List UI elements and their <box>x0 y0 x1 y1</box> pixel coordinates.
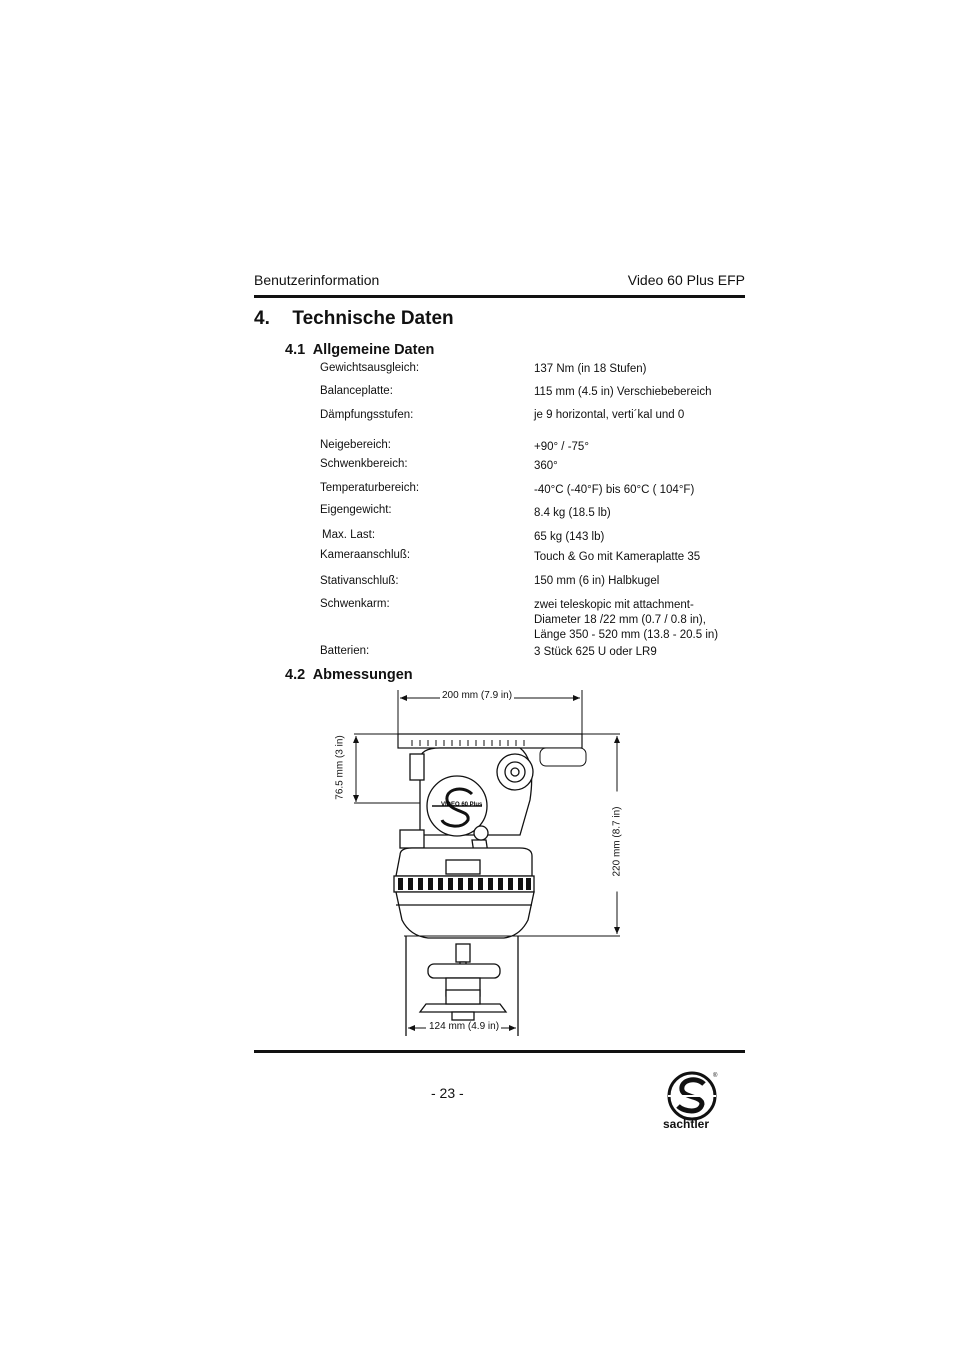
section-title-text: Technische Daten <box>292 308 454 329</box>
spec-label: Kameraanschluß: <box>320 549 411 561</box>
footer-rule <box>254 1050 745 1053</box>
spec-label: Max. Last: <box>322 529 376 541</box>
page-number: - 23 - <box>431 1085 464 1101</box>
spec-label: Gewichtsausgleich: <box>320 362 420 374</box>
section-number: 4. <box>254 308 270 329</box>
svg-text:®: ® <box>713 1073 718 1079</box>
subsection-dimensions-number: 4.2 <box>285 667 306 683</box>
spec-value-line: 65 kg (143 lb) <box>534 531 605 543</box>
subsection-dimensions-title: Abmessungen <box>312 667 413 683</box>
brand-name: sachtler <box>663 1117 710 1131</box>
dim-width-bottom: 124 mm (4.9 in) <box>429 1021 500 1032</box>
spec-value-line: je 9 horizontal, verti´kal und 0 <box>534 409 685 421</box>
spec-value-line: zwei teleskopic mit attachment- <box>534 599 694 611</box>
subsection-general-number: 4.1 <box>285 342 306 358</box>
product-label: VIDEO 60 Plus <box>441 802 483 808</box>
header-right: Video 60 Plus EFP <box>627 272 745 288</box>
spec-label: Balanceplatte: <box>320 385 393 397</box>
spec-label: Schwenkbereich: <box>320 458 408 470</box>
header-left: Benutzerinformation <box>254 272 380 288</box>
spec-label: Dämpfungsstufen: <box>320 409 414 421</box>
dim-height-right: 220 mm (8.7 in) <box>612 792 623 892</box>
spec-value-line: Diameter 18 /22 mm (0.7 / 0.8 in), <box>534 614 706 626</box>
dim-height-left: 76.5 mm (3 in) <box>334 735 346 800</box>
spec-value-line: -40°C (-40°F) bis 60°C ( 104°F) <box>534 484 695 496</box>
spec-value-line: 3 Stück 625 U oder LR9 <box>534 646 657 658</box>
spec-value-line: 8.4 kg (18.5 lb) <box>534 507 611 519</box>
spec-value-line: 115 mm (4.5 in) Verschiebebereich <box>534 386 712 398</box>
spec-value-line: 137 Nm (in 18 Stufen) <box>534 363 647 375</box>
spec-label: Temperaturbereich: <box>320 482 420 494</box>
spec-label: Batterien: <box>320 645 370 657</box>
spec-value-line: Länge 350 - 520 mm (13.8 - 20.5 in) <box>534 629 719 641</box>
spec-label: Stativanschluß: <box>320 575 399 587</box>
spec-value-line: 360° <box>534 460 558 472</box>
spec-value-line: +90° / -75° <box>534 441 589 453</box>
dim-width-top: 200 mm (7.9 in) <box>442 690 513 701</box>
spec-value-line: 150 mm (6 in) Halbkugel <box>534 575 660 587</box>
spec-value-line: Touch & Go mit Kameraplatte 35 <box>534 551 701 563</box>
spec-label: Schwenkarm: <box>320 598 390 610</box>
spec-label: Neigebereich: <box>320 439 391 451</box>
subsection-general-title: Allgemeine Daten <box>312 342 435 358</box>
spec-label: Eigengewicht: <box>320 504 392 516</box>
